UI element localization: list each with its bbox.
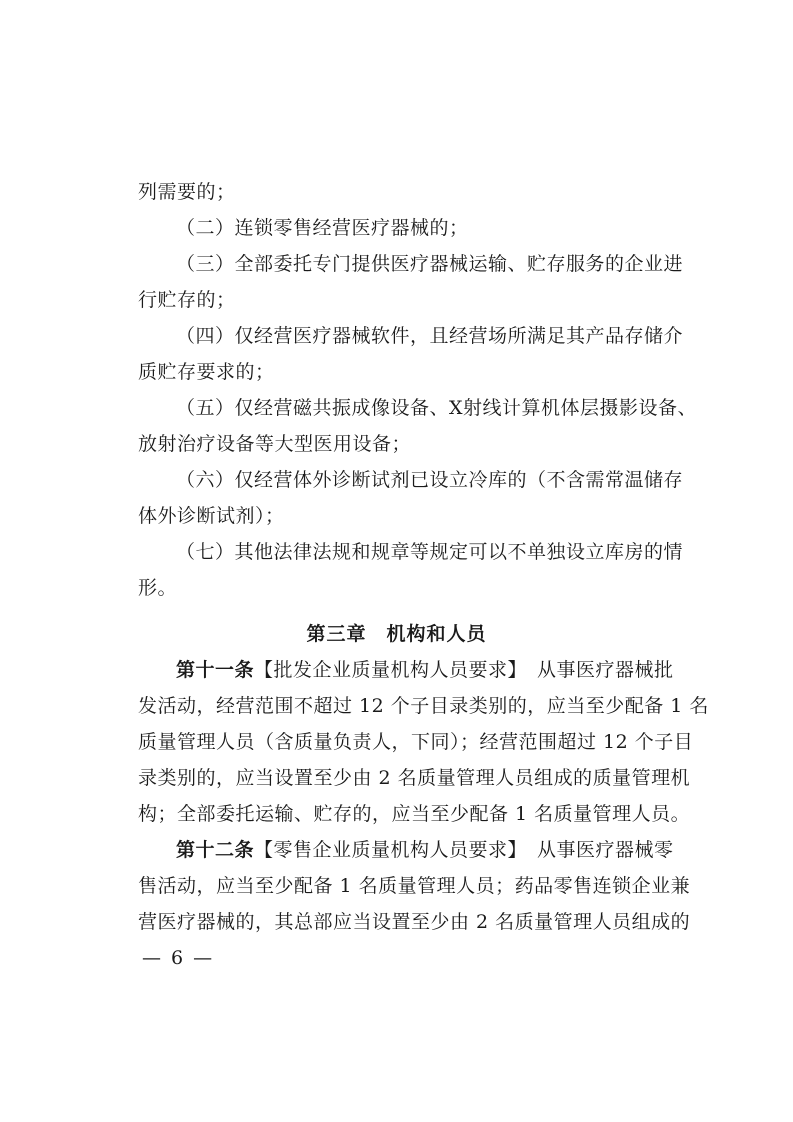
list-item-6: （六）仅经营体外诊断试剂已设立冷库的（不含需常温储存 — [176, 469, 684, 491]
article-12-text-start: 从事医疗器械零 — [517, 839, 674, 861]
article-12-title: 【零售企业质量机构人员要求】 — [254, 839, 518, 861]
article-12-number: 第十二条 — [176, 839, 255, 861]
article-11-line-2: 发活动，经营范围不超过 12 个子目录类别的，应当至少配备 1 名 — [138, 695, 709, 717]
article-11-number: 第十一条 — [176, 659, 255, 681]
article-11-line-5: 构；全部委托运输、贮存的，应当至少配备 1 名质量管理人员。 — [138, 803, 691, 825]
article-11-first-line — [176, 658, 674, 682]
list-item-4: （四）仅经营医疗器械软件，且经营场所满足其产品存储介 — [176, 325, 684, 347]
list-item-5: （五）仅经营磁共振成像设备、X射线计算机体层摄影设备、 — [176, 397, 698, 419]
page-number: — 6 — — [142, 947, 215, 969]
article-11-line-4: 录类别的，应当设置至少由 2 名质量管理人员组成的质量管理机 — [138, 767, 691, 789]
article-12-first-line — [176, 838, 674, 862]
list-item-5-continuation: 放射治疗设备等大型医用设备； — [138, 433, 412, 455]
article-11-text-start: 从事医疗器械批 — [517, 659, 674, 681]
list-item-3-continuation: 行贮存的； — [138, 289, 236, 311]
article-12-line-2: 售活动，应当至少配备 1 名质量管理人员；药品零售连锁企业兼 — [138, 875, 691, 897]
list-item-3: （三）全部委托专门提供医疗器械运输、贮存服务的企业进 — [176, 253, 684, 275]
list-item-4-continuation: 质贮存要求的； — [138, 361, 275, 383]
chapter-heading: 第三章 机构和人员 — [306, 623, 487, 645]
list-item-2: （二）连锁零售经营医疗器械的； — [176, 217, 469, 239]
article-12-line-3: 营医疗器械的，其总部应当设置至少由 2 名质量管理人员组成的 — [138, 911, 691, 933]
article-11-line-3: 质量管理人员（含质量负责人，下同）；经营范围超过 12 个子目 — [138, 731, 694, 753]
list-item-continuation: 列需要的； — [138, 181, 236, 203]
article-11-title: 【批发企业质量机构人员要求】 — [254, 659, 518, 681]
list-item-6-continuation: 体外诊断试剂）； — [138, 505, 285, 527]
list-item-7-continuation: 形。 — [138, 577, 178, 599]
list-item-7: （七）其他法律法规和规章等规定可以不单独设立库房的情 — [176, 541, 684, 563]
